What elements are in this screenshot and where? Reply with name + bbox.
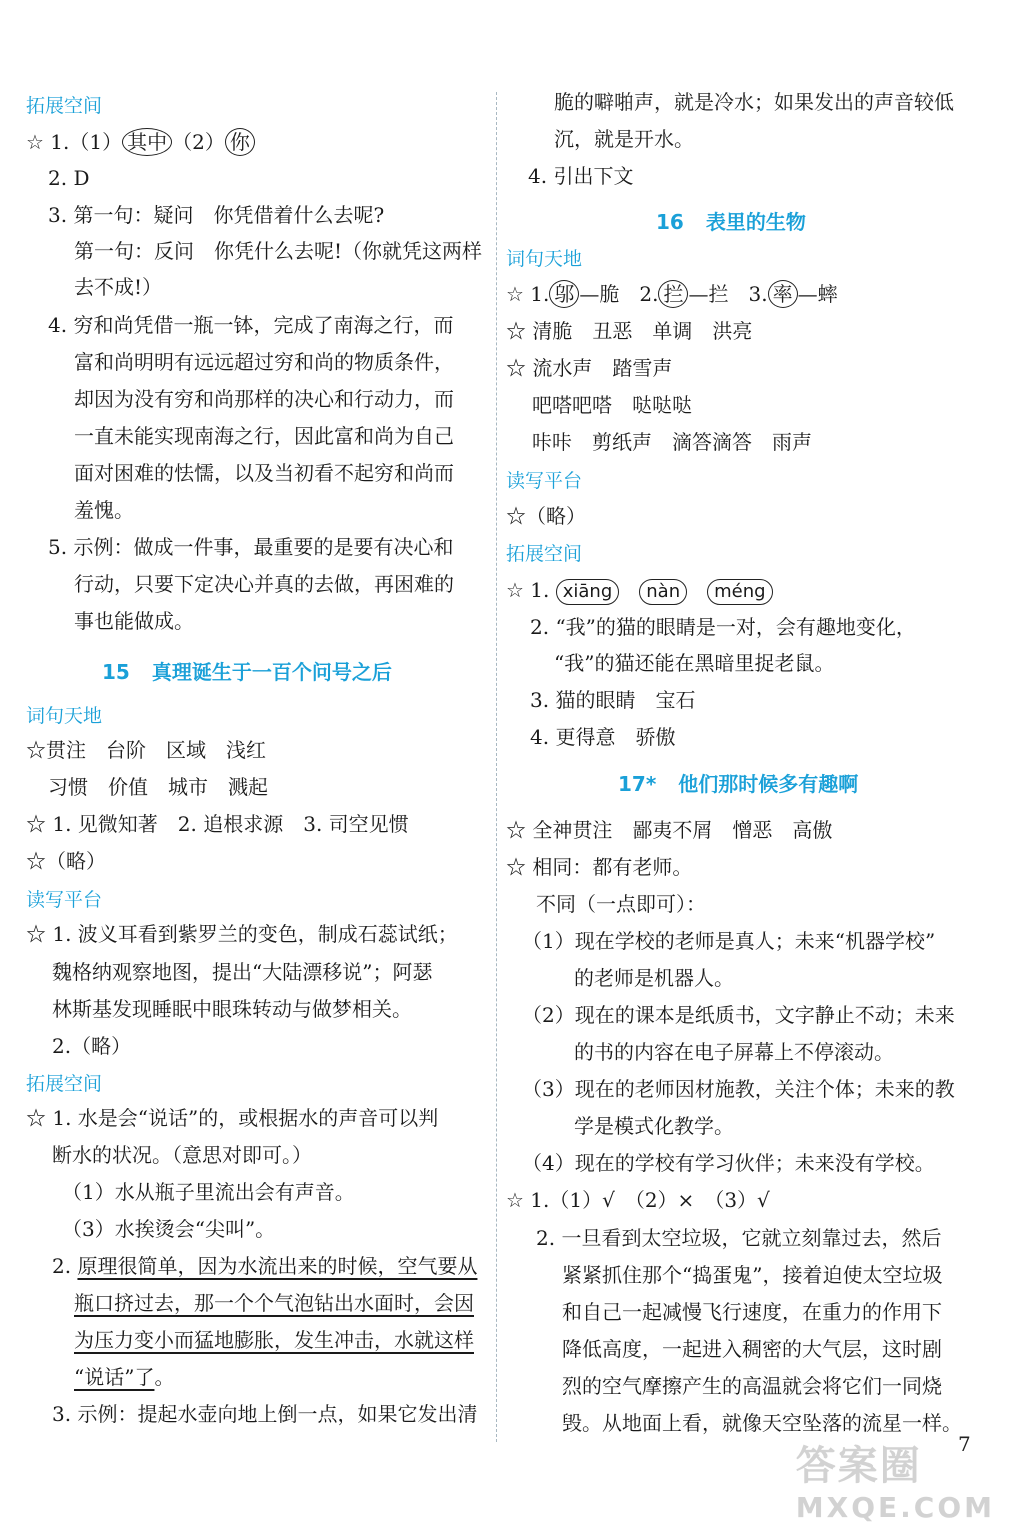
answer-line: ☆（略） <box>506 504 586 528</box>
answer-line: ☆ 1. 波义耳看到紫罗兰的变色，制成石蕊试纸； <box>26 922 458 946</box>
answer-line: 毁。从地面上看，就像天空坠落的流星一样。 <box>562 1411 962 1435</box>
section-heading-words: 词句天地 <box>506 248 583 270</box>
answer-line: 5. 示例：做成一件事，最重要的是要有决心和 <box>48 535 454 559</box>
section-heading-words: 词句天地 <box>26 705 103 727</box>
answer-line: 烈的空气摩擦产生的高温就会将它们一同烧 <box>562 1374 942 1398</box>
page-number: 7 <box>958 1432 971 1456</box>
answer-line: ☆ 流水声 踏雪声 <box>506 356 673 380</box>
answer-line: 富和尚明明有远远超过穷和尚的物质条件， <box>74 350 454 374</box>
answer-line: 第一句：反问 你凭什么去呢!（你就凭这两样 <box>74 239 483 263</box>
pinyin-answer: méng <box>707 579 772 605</box>
answer-line: 魏格纳观察地图，提出“大陆漂移说”；阿瑟 <box>52 960 433 984</box>
watermark <box>796 1434 995 1524</box>
answer-line: 却因为没有穷和尚那样的决心和行动力，而 <box>74 387 454 411</box>
answer-line: （2）现在的课本是纸质书，文字静止不动；未来 <box>522 1003 955 1027</box>
answer-line: ☆ 1. 水是会“说话”的，或根据水的声音可以判 <box>26 1106 439 1130</box>
circled-answer: 拦 <box>658 280 688 308</box>
answer-line: 习惯 价值 城市 溅起 <box>48 775 268 799</box>
answer-line: 羞愧。 <box>74 498 134 522</box>
section-heading-reading: 读写平台 <box>506 470 583 492</box>
circled-answer: 率 <box>768 280 798 308</box>
answer-line: 事也能做成。 <box>74 609 194 633</box>
answer-line: 面对困难的怯懦，以及当初看不起穷和尚而 <box>74 461 454 485</box>
answer-line: ☆ 1.（1）√ （2）× （3）√ <box>506 1188 770 1212</box>
answer-line: 2. 一旦看到太空垃圾，它就立刻靠过去，然后 <box>536 1226 942 1250</box>
answer-line: （3）现在的老师因材施教，关注个体；未来的教 <box>522 1077 955 1101</box>
answer-line: 林斯基发现睡眠中眼珠转动与做梦相关。 <box>52 997 412 1021</box>
answer-line: ☆ 1. 见微知著 2. 追根求源 3. 司空见惯 <box>26 812 409 836</box>
answer-line: ☆ 清脆 丑恶 单调 洪亮 <box>506 319 753 343</box>
answer-line: 2. 原理很简单，因为水流出来的时候，空气要从 <box>52 1254 478 1278</box>
answer-line: 学是模式化教学。 <box>574 1114 734 1138</box>
answer-line: 脆的噼啪声，就是冷水；如果发出的声音较低 <box>554 90 954 114</box>
answer-line: “说话”了。 <box>74 1365 175 1389</box>
lesson-title: 16 表里的生物 <box>656 210 806 234</box>
section-heading-reading: 读写平台 <box>26 889 103 911</box>
answer-line: ☆（略） <box>26 849 106 873</box>
answer-line: 一直未能实现南海之行，因此富和尚为自己 <box>74 424 454 448</box>
answer-line: （3）水挨烫会“尖叫”。 <box>62 1217 276 1241</box>
answer-line: 4. 穷和尚凭借一瓶一钵，完成了南海之行，而 <box>48 313 454 337</box>
answer-line: 3. 猫的眼睛 宝石 <box>530 688 696 712</box>
answer-line: 断水的状况。（意思对即可。） <box>52 1143 312 1167</box>
section-heading-expand: 拓展空间 <box>26 95 103 117</box>
answer-line: 2. D <box>48 166 90 190</box>
answer-line: 的老师是机器人。 <box>574 966 734 990</box>
answer-line: 2. “我”的猫的眼睛是一对，会有趣地变化， <box>530 615 916 639</box>
answer-line: 4. 引出下文 <box>528 164 634 188</box>
answer-line: 去不成!） <box>74 275 163 299</box>
answer-line: ☆贯注 台阶 区域 浅红 <box>26 738 266 762</box>
answer-line: 和自己一起减慢飞行速度，在重力的作用下 <box>562 1300 942 1324</box>
answer-line: 紧紧抓住那个“捣蛋鬼”，接着迫使太空垃圾 <box>562 1263 943 1287</box>
answer-line: （4）现在的学校有学习伙伴；未来没有学校。 <box>522 1151 935 1175</box>
section-heading-expand: 拓展空间 <box>26 1073 103 1095</box>
pinyin-answer: xiāng <box>556 579 620 605</box>
circled-answer: 你 <box>225 128 255 156</box>
underlined-text: 瓶口挤过去，那一个个气泡钻出水面时，会因 <box>74 1291 474 1315</box>
answer-line: 降低高度，一起进入稠密的大气层，这时剧 <box>562 1337 942 1361</box>
pinyin-answer: nàn <box>639 579 687 605</box>
answer-line: ☆ 全神贯注 鄙夷不屑 憎恶 高傲 <box>506 818 833 842</box>
watermark-url: MXQE.COM <box>795 1491 995 1524</box>
lesson-title: 15 真理诞生于一百个问号之后 <box>102 660 392 684</box>
answer-line: 3. 示例：提起水壶向地上倒一点，如果它发出清 <box>52 1402 478 1426</box>
watermark-text: 答案圈 <box>795 1443 922 1489</box>
circled-answer: 邬 <box>549 280 579 308</box>
answer-line: 2.（略） <box>52 1034 132 1058</box>
underlined-text: 为压力变小而猛地膨胀，发生冲击，水就这样 <box>74 1328 474 1352</box>
answer-line: ☆ 相同：都有老师。 <box>506 855 693 879</box>
section-heading-expand: 拓展空间 <box>506 543 583 565</box>
underlined-text: “说话”了 <box>74 1365 155 1389</box>
underlined-text: 原理很简单，因为水流出来的时候，空气要从 <box>77 1254 478 1278</box>
answer-line: （1）现在学校的老师是真人；未来“机器学校” <box>522 929 936 953</box>
answer-line: 的书的内容在电子屏幕上不停滚动。 <box>574 1040 894 1064</box>
answer-line: ☆ 1.（1） 其中 （2） 你 <box>26 126 255 158</box>
answer-line: 4. 更得意 骄傲 <box>530 725 676 749</box>
answer-line: 吧嗒吧嗒 哒哒哒 <box>532 393 692 417</box>
answer-line: “我”的猫还能在黑暗里捉老鼠。 <box>554 651 835 675</box>
answer-line: 沉，就是开水。 <box>554 127 694 151</box>
answer-line: （1）水从瓶子里流出会有声音。 <box>62 1180 355 1204</box>
circled-answer: 其中 <box>122 128 172 156</box>
answer-line: 行动，只要下定决心并真的去做，再困难的 <box>74 572 454 596</box>
answer-line: ☆ 1. 邬 —脆 2. 拦 —拦 3. 率 —蟀 <box>506 282 838 306</box>
answer-line: 咔咔 剪纸声 滴答滴答 雨声 <box>532 430 812 454</box>
answer-line: 3. 第一句：疑问 你凭借着什么去呢? <box>48 203 385 227</box>
answer-line: 不同（一点即可）： <box>536 892 706 916</box>
answer-line: ☆ 1. xiāng nàn méng <box>506 574 773 606</box>
column-divider <box>496 92 497 1442</box>
lesson-title: 17* 他们那时候多有趣啊 <box>618 772 859 796</box>
